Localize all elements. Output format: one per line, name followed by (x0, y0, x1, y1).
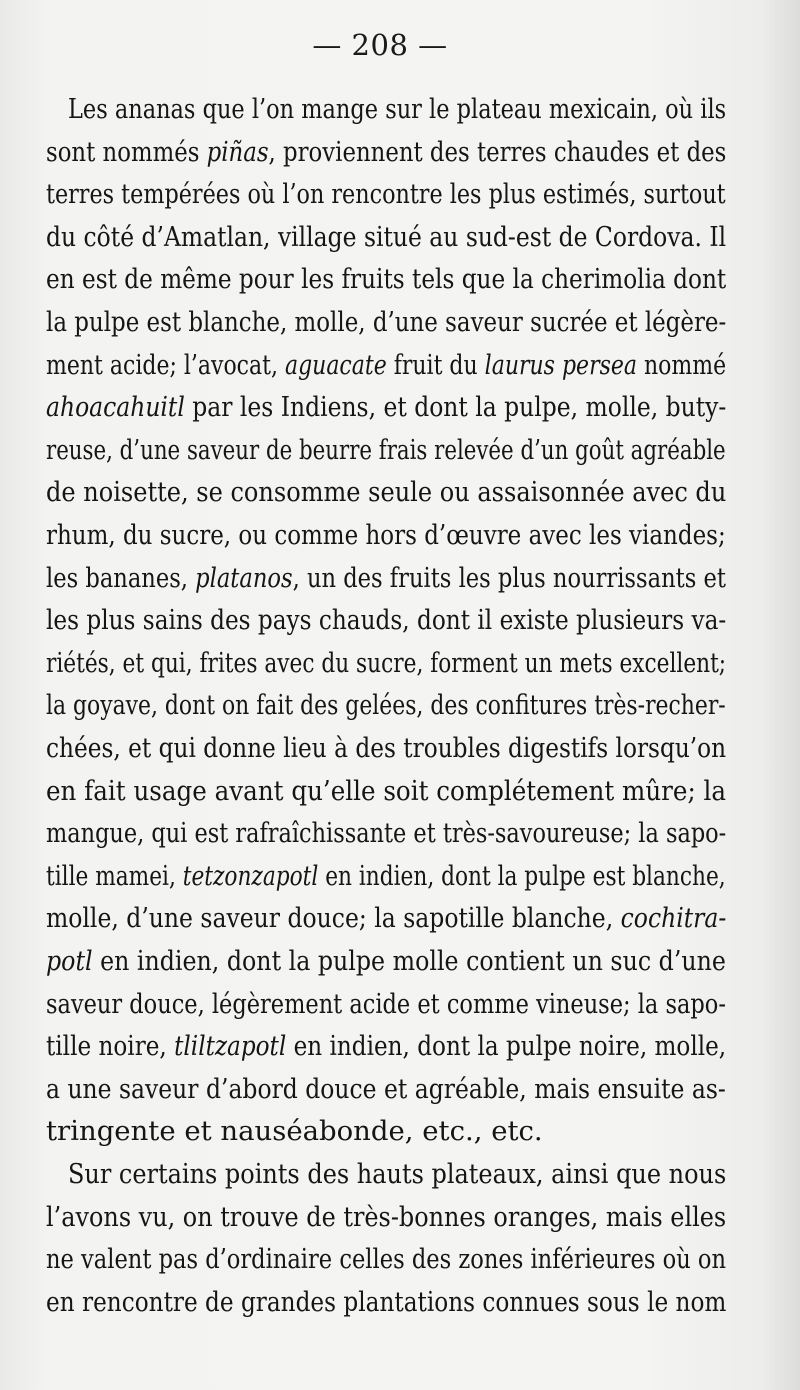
text-line (46, 390, 726, 424)
text-line (46, 816, 726, 850)
text-segment: reuse, d’une saveur de beurre frais relevée d’un goût agréable (46, 433, 726, 466)
text-segment: ne valent pas d’ordinaire celles des zones inférieures où on (46, 1243, 727, 1276)
text-segment: saveur douce, légèrement acide et comme vineuse; la sapo- (46, 987, 726, 1020)
text-segment: les bananes, (46, 561, 196, 594)
text-segment: chées, et qui donne lieu à des troubles digestifs lorsqu’on (46, 732, 727, 764)
text-segment: l’avons vu, on trouve de très-bonnes oranges, mais elles (46, 1200, 727, 1233)
italic-term: piñas (206, 135, 269, 168)
text-line (46, 1072, 726, 1106)
text-segment: rhum, du sucre, ou comme hors d’œuvre avec les viandes; (46, 519, 726, 551)
text-line (46, 433, 726, 467)
text-segment: sont nommés (46, 135, 207, 168)
text-segment: en est de même pour les fruits tels que la cherimolia dont (46, 263, 727, 296)
text-line (46, 731, 726, 765)
italic-term: aguacate (284, 348, 387, 381)
italic-term: ahoacahuitl (46, 391, 185, 424)
text-segment: Sur certains points des hauts plateaux, ainsi que nous (68, 1158, 727, 1190)
text-line (46, 177, 726, 211)
page-number: — 208 — (312, 28, 448, 62)
text-line (46, 774, 726, 808)
text-line (46, 135, 726, 169)
text-segment: terres tempérées où l’on rencontre les plus estimés, surtout (46, 178, 726, 211)
italic-term: potl (46, 945, 93, 977)
text-line (46, 475, 726, 509)
text-line (46, 944, 726, 978)
text-segment: tille noire, (46, 1030, 175, 1063)
text-segment: fruit du (386, 348, 485, 381)
text-line (46, 646, 726, 680)
text-line (46, 1200, 726, 1234)
text-line (46, 220, 726, 254)
text-line (46, 348, 726, 382)
text-line (46, 603, 726, 637)
text-line (46, 1029, 726, 1063)
text-segment: Les ananas que l’on mange sur le plateau mexicain, où ils (68, 93, 727, 125)
text-segment: mangue, qui est rafraîchissante et très-savoureuse; la sapo- (46, 817, 727, 850)
italic-term: laurus persea (484, 348, 638, 381)
italic-term: platanos (195, 561, 293, 594)
text-line (46, 262, 726, 296)
text-segment: nommé (637, 348, 727, 381)
text-segment: molle, d’une saveur douce; la sapotille blanche, (46, 902, 621, 935)
text-segment: en rencontre de grandes plantations connues sous le nom (46, 1285, 727, 1318)
text-segment: ment acide; l’avocat, (46, 348, 285, 381)
text-line (46, 305, 726, 339)
italic-term: tetzonzapotl (182, 859, 319, 892)
text-segment: de noisette, se consomme seule ou assaisonnée avec du (46, 476, 727, 509)
text-segment: a une saveur d’abord douce et agréable, mais ensuite as- (46, 1072, 726, 1105)
text-line (46, 1285, 726, 1319)
text-segment: tille mamei, (46, 859, 183, 892)
text-line (68, 1157, 726, 1191)
text-line (46, 859, 726, 893)
text-segment: , proviennent des terres chaudes et des (268, 135, 727, 168)
text-segment: par les Indiens, et dont la pulpe, molle, buty- (184, 391, 727, 424)
text-line (46, 1114, 543, 1148)
text-line (46, 987, 726, 1021)
text-line (68, 92, 726, 126)
text-segment: en fait usage avant qu’elle soit complétement mûre; la (46, 774, 727, 807)
text-line (46, 561, 726, 595)
italic-term: cochitra- (620, 902, 727, 935)
text-segment: en indien, dont la pulpe noire, molle, (286, 1030, 727, 1063)
text-segment: , un des fruits les plus nourrissants et (292, 561, 726, 594)
italic-term: tliltzapotl (174, 1030, 287, 1063)
text-line (46, 1242, 726, 1276)
text-segment: tringente et nauséabonde, etc., etc. (46, 1115, 543, 1148)
text-segment: la pulpe est blanche, molle, d’une saveur sucrée et légère- (46, 306, 727, 338)
text-segment: en indien, dont la pulpe est blanche, (318, 859, 726, 892)
text-segment: en indien, dont la pulpe molle contient un suc d’une (92, 945, 726, 977)
text-segment: riétés, et qui, frites avec du sucre, forment un mets excellent; (46, 646, 727, 679)
text-line (46, 901, 726, 935)
text-line (46, 688, 726, 722)
text-segment: les plus sains des pays chauds, dont il existe plusieurs va- (46, 604, 727, 637)
text-line (46, 518, 726, 552)
text-segment: du côté d’Amatlan, village situé au sud-est de Cordova. Il (46, 220, 727, 253)
text-segment: la goyave, dont on fait des gelées, des confitures très-recher- (46, 689, 726, 722)
